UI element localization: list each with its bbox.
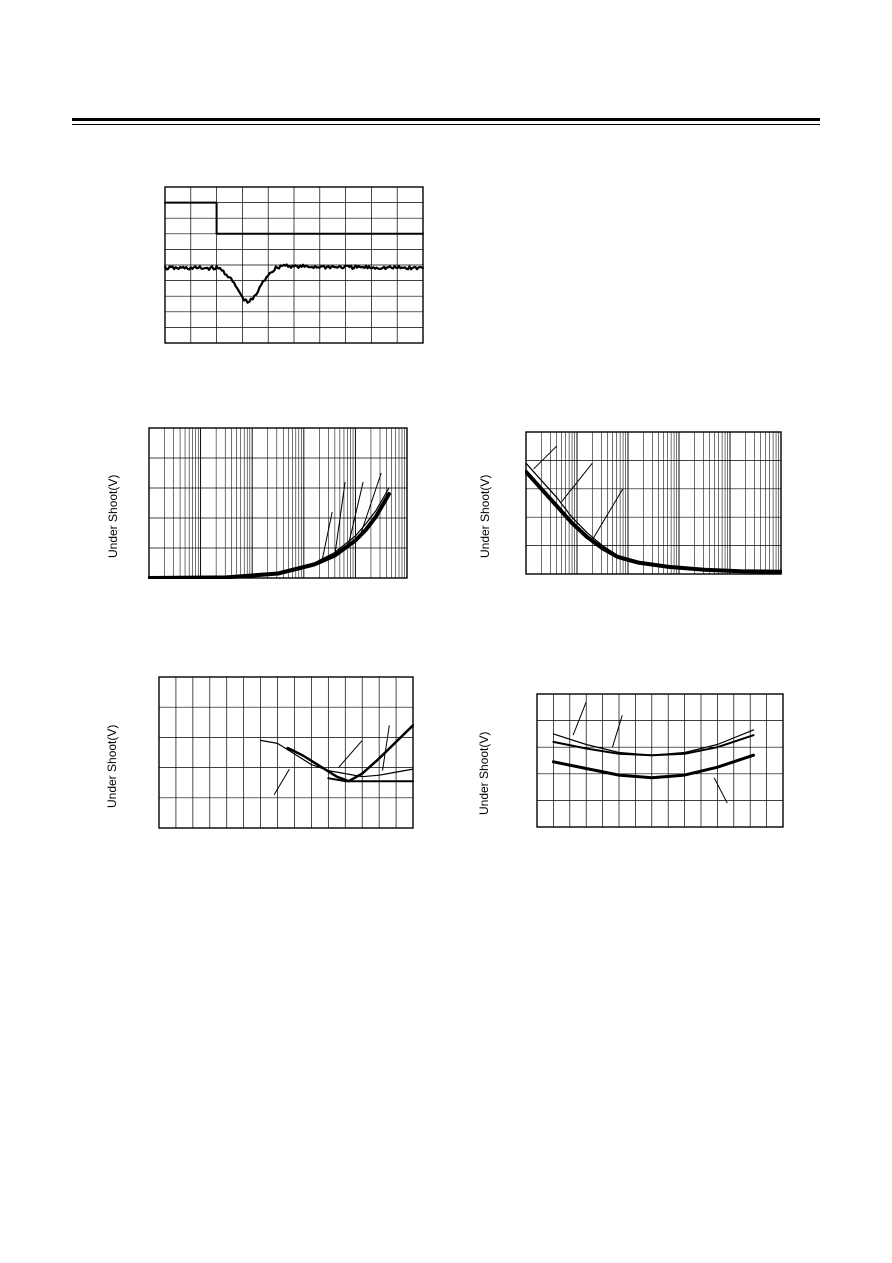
- chart-d-plot: [158, 676, 414, 829]
- chart-e-series-curve-thick: [553, 755, 753, 778]
- chart-c: [525, 431, 782, 575]
- chart-b: [148, 427, 408, 579]
- chart-b-frame: [149, 428, 407, 578]
- chart-d: [158, 676, 414, 829]
- chart-e-grid: [537, 694, 783, 827]
- chart-c-leader-0: [534, 446, 557, 469]
- chart-d-frame: [159, 677, 413, 828]
- chart-d-grid: [159, 677, 413, 828]
- chart-e-leader-0: [573, 702, 586, 735]
- chart-b-ylabel: Under Shoot(V): [106, 474, 120, 558]
- chart-c-series-curve-thick: [526, 472, 781, 572]
- chart-e: [536, 693, 784, 828]
- chart-d-ylabel: Under Shoot(V): [105, 724, 119, 808]
- header-rule-thick: [72, 118, 820, 121]
- chart-b-grid: [149, 428, 407, 578]
- chart-d-series-curve-thin: [261, 740, 413, 776]
- chart-c-ylabel: Under Shoot(V): [478, 474, 492, 558]
- waveform-grid: [165, 187, 423, 343]
- chart-e-series-curve-thin: [553, 730, 753, 755]
- chart-d-leader-1: [338, 740, 362, 767]
- chart-c-frame: [526, 432, 781, 574]
- chart-e-plot: [536, 693, 784, 828]
- chart-e-series-curve-medium: [553, 735, 753, 755]
- waveform-plot: [164, 186, 424, 344]
- chart-b-plot: [148, 427, 408, 579]
- chart-d-leader-0: [274, 769, 289, 795]
- chart-e-frame: [537, 694, 783, 827]
- chart-e-leader-1: [612, 715, 622, 747]
- chart-e-leader-2: [714, 778, 727, 803]
- chart-c-grid: [526, 432, 781, 574]
- header-rule-thin: [72, 124, 820, 125]
- chart-e-ylabel: Under Shoot(V): [477, 731, 491, 815]
- chart-c-plot: [525, 431, 782, 575]
- waveform-chart: [164, 186, 424, 344]
